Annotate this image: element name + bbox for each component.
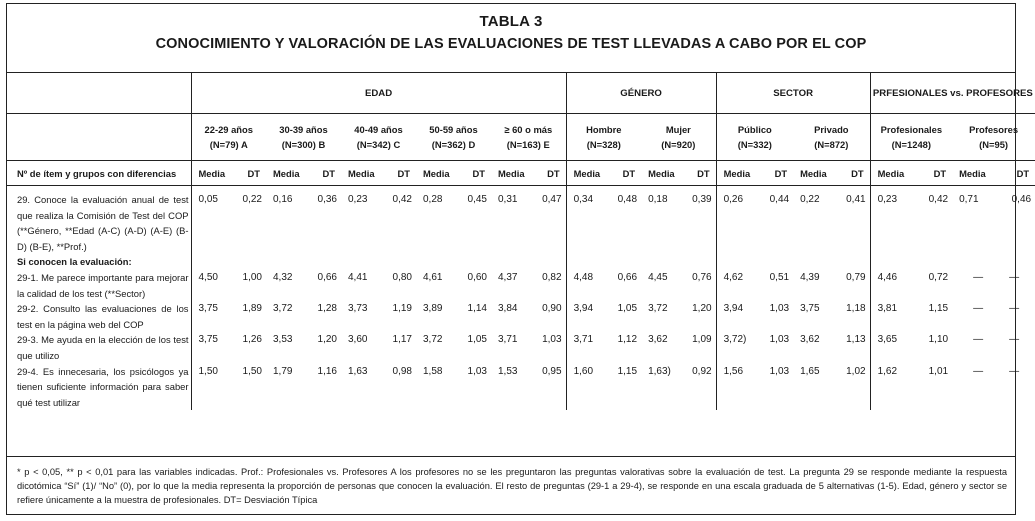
dt-value: 0,79 bbox=[846, 271, 866, 283]
column-header-row bbox=[7, 161, 1035, 186]
media-header: Media bbox=[793, 161, 835, 186]
dt-value: 1,00 bbox=[242, 271, 262, 283]
dt-value: 0,82 bbox=[542, 271, 562, 283]
group-profesionales-profesores: PRFESIONALES vs. PROFESORES bbox=[870, 73, 1035, 114]
media-value: 0,05 bbox=[191, 186, 231, 255]
media-value: 1,65 bbox=[800, 365, 820, 377]
media-value: 1,63 bbox=[348, 365, 368, 377]
media-value: 4,61 bbox=[423, 271, 443, 283]
media-header: Media bbox=[491, 161, 531, 186]
dt-value: 0,92 bbox=[692, 365, 712, 377]
dt-value: 0,98 bbox=[392, 365, 412, 377]
table-title: CONOCIMIENTO Y VALORACIÓN DE LAS EVALUACIONES DE TEST LLEVADAS A CABO POR EL COP bbox=[155, 36, 867, 52]
media-value: 4,62 bbox=[716, 270, 758, 301]
media-value: 3,81 bbox=[870, 301, 915, 332]
subgroup-n: (N=920) bbox=[661, 139, 696, 150]
dt-value: 1,17 bbox=[392, 334, 412, 346]
media-value: 4,50 bbox=[191, 270, 231, 301]
table-row bbox=[7, 186, 1035, 255]
group-genero: GÉNERO bbox=[566, 73, 716, 114]
media-value: 0,71 bbox=[959, 194, 979, 205]
dt-value: 1,89 bbox=[242, 303, 262, 315]
media-value: 3,94 bbox=[566, 301, 606, 332]
group-sector: SECTOR bbox=[716, 73, 870, 114]
dt-header: DT bbox=[606, 161, 641, 186]
subgroup-label: ≥ 60 o más bbox=[504, 124, 553, 135]
subgroup-n: (N=332) bbox=[737, 139, 772, 150]
subgroup-label: Profesores bbox=[969, 124, 1019, 135]
dt-value: 1,18 bbox=[846, 303, 866, 315]
subgroup-n: (N=95) bbox=[979, 139, 1009, 150]
media-value: 1,60 bbox=[566, 364, 606, 411]
dt-value: 0,60 bbox=[467, 271, 487, 283]
item-text: 29-1. Me parece importante para mejorar la calidad de los test (**Sector) bbox=[17, 271, 189, 299]
dt-value: 0,39 bbox=[692, 194, 712, 205]
media-value: 3,65 bbox=[870, 332, 915, 363]
media-value: 0,23 bbox=[348, 194, 368, 205]
item-text: 29-3. Me ayuda en la elección de los test que utilizo bbox=[17, 334, 189, 361]
dt-value: 0,66 bbox=[317, 271, 337, 283]
media-header: Media bbox=[266, 161, 306, 186]
media-value: 3,72 bbox=[648, 303, 668, 315]
dt-value: 0,44 bbox=[769, 194, 790, 205]
subgroup-header bbox=[716, 114, 793, 161]
media-value: 1,63) bbox=[648, 365, 671, 377]
dt-value: 0,41 bbox=[846, 194, 866, 205]
group-header-row bbox=[7, 73, 1035, 114]
dt-value: 0,36 bbox=[317, 194, 337, 205]
table-body bbox=[7, 186, 1035, 411]
subgroup-label: Público bbox=[737, 124, 772, 135]
media-value: 0,28 bbox=[423, 194, 443, 205]
subgroup-n: (N=328) bbox=[586, 139, 621, 150]
dt-header: DT bbox=[997, 161, 1035, 186]
media-value: — bbox=[973, 365, 984, 377]
media-value: 3,62 bbox=[648, 334, 668, 346]
dt-value: 0,80 bbox=[392, 271, 412, 283]
dt-value: 1,28 bbox=[317, 303, 337, 315]
media-value: 0,22 bbox=[800, 194, 820, 205]
media-value: 4,37 bbox=[498, 271, 518, 283]
dt-value: 1,14 bbox=[467, 303, 487, 315]
media-value: 3,89 bbox=[423, 303, 443, 315]
media-value: 1,50 bbox=[191, 364, 231, 411]
media-value: 3,94 bbox=[716, 301, 758, 332]
subgroup-header bbox=[341, 114, 416, 161]
dt-value: 1,03 bbox=[769, 334, 790, 346]
dt-value: 1,12 bbox=[617, 334, 638, 346]
media-value: 0,34 bbox=[566, 186, 606, 255]
dt-value: 1,02 bbox=[846, 365, 866, 377]
dt-value: 0,90 bbox=[542, 303, 562, 315]
dt-value: — bbox=[1009, 334, 1020, 346]
media-value: 0,31 bbox=[498, 194, 518, 205]
dt-value: 1,03 bbox=[769, 365, 790, 377]
table-number: TABLA 3 bbox=[479, 13, 543, 30]
media-value: 0,23 bbox=[870, 186, 915, 255]
media-value: 3,72) bbox=[716, 332, 758, 363]
media-value: 0,16 bbox=[273, 194, 293, 205]
subgroup-n: (N=362) D bbox=[431, 139, 476, 150]
media-value: 4,41 bbox=[348, 271, 368, 283]
subgroup-header bbox=[952, 114, 1035, 161]
media-value: 3,53 bbox=[273, 334, 293, 346]
dt-value: 1,20 bbox=[317, 334, 337, 346]
dt-value: 1,50 bbox=[242, 365, 262, 377]
section-label: Si conocen la evaluación: bbox=[17, 256, 132, 268]
dt-value: 1,03 bbox=[542, 334, 562, 346]
subgroup-header bbox=[491, 114, 566, 161]
subgroup-header-row bbox=[7, 114, 1035, 161]
media-value: 1,62 bbox=[870, 364, 915, 411]
subgroup-label: 40-49 años bbox=[354, 124, 403, 135]
data-table bbox=[7, 73, 1035, 410]
subgroup-header bbox=[191, 114, 266, 161]
subgroup-label: 22-29 años bbox=[204, 124, 253, 135]
subgroup-n: (N=1248) bbox=[891, 139, 932, 150]
media-value: 3,62 bbox=[800, 334, 820, 346]
dt-header: DT bbox=[681, 161, 716, 186]
subgroup-header bbox=[641, 114, 716, 161]
dt-value: 0,51 bbox=[769, 271, 790, 283]
dt-value: 1,15 bbox=[928, 303, 949, 315]
title-block bbox=[7, 4, 1015, 73]
media-header: Media bbox=[416, 161, 456, 186]
dt-value: 1,05 bbox=[467, 334, 487, 346]
dt-header: DT bbox=[456, 161, 491, 186]
dt-header: DT bbox=[381, 161, 416, 186]
subgroup-header bbox=[266, 114, 341, 161]
media-value: — bbox=[973, 334, 984, 346]
media-value: 3,72 bbox=[423, 334, 443, 346]
item-text: 29-4. Es innecesaria, los psicólogos ya tienen suficiente información para saber qué test utilizar bbox=[17, 365, 189, 408]
dt-value: 0,66 bbox=[617, 271, 638, 283]
media-value: 1,53 bbox=[498, 365, 518, 377]
media-value: 3,75 bbox=[800, 303, 820, 315]
dt-header: DT bbox=[915, 161, 952, 186]
media-value: 3,71 bbox=[498, 334, 518, 346]
media-value: 3,60 bbox=[348, 334, 368, 346]
media-value: 3,84 bbox=[498, 303, 518, 315]
dt-value: 1,09 bbox=[692, 334, 712, 346]
media-value: 4,46 bbox=[870, 270, 915, 301]
dt-header: DT bbox=[835, 161, 870, 186]
media-header: Media bbox=[566, 161, 606, 186]
item-text: 29-2. Consulto las evaluaciones de los test en la página web del COP bbox=[17, 303, 189, 330]
dt-header: DT bbox=[758, 161, 793, 186]
table-row bbox=[7, 301, 1035, 332]
dt-value: 0,45 bbox=[467, 194, 487, 205]
dt-value: — bbox=[1009, 365, 1020, 377]
dt-header: DT bbox=[531, 161, 566, 186]
media-value: 3,72 bbox=[273, 303, 293, 315]
media-value: 3,73 bbox=[348, 303, 368, 315]
media-value: 1,58 bbox=[423, 365, 443, 377]
media-value: 4,45 bbox=[648, 271, 668, 283]
dt-value: 1,19 bbox=[392, 303, 412, 315]
dt-value: 0,42 bbox=[392, 194, 412, 205]
media-value: 1,79 bbox=[273, 365, 293, 377]
subgroup-n: (N=163) E bbox=[506, 139, 550, 150]
dt-value: 0,22 bbox=[242, 194, 262, 205]
table-row bbox=[7, 270, 1035, 301]
subgroup-header bbox=[566, 114, 641, 161]
dt-value: 0,95 bbox=[542, 365, 562, 377]
subgroup-header bbox=[416, 114, 491, 161]
dt-value: 1,01 bbox=[928, 365, 949, 377]
media-value: 4,39 bbox=[800, 271, 820, 283]
media-header: Media bbox=[341, 161, 381, 186]
dt-value: 1,16 bbox=[317, 365, 337, 377]
dt-header: DT bbox=[231, 161, 266, 186]
subgroup-label: Privado bbox=[814, 124, 849, 135]
dt-value: 1,10 bbox=[928, 334, 949, 346]
dt-value: 1,20 bbox=[692, 303, 712, 315]
media-value: 3,71 bbox=[566, 332, 606, 363]
section-row bbox=[7, 254, 1035, 270]
dt-value: 1,26 bbox=[242, 334, 262, 346]
subgroup-header bbox=[793, 114, 870, 161]
dt-header: DT bbox=[306, 161, 341, 186]
media-value: 3,75 bbox=[191, 301, 231, 332]
dt-value: 0,48 bbox=[617, 194, 638, 205]
media-value: — bbox=[973, 271, 984, 283]
dt-value: 1,03 bbox=[467, 365, 487, 377]
subgroup-label: Mujer bbox=[665, 124, 691, 135]
subgroup-label: 30-39 años bbox=[279, 124, 328, 135]
dt-value: 0,47 bbox=[542, 194, 562, 205]
group-edad: EDAD bbox=[191, 73, 566, 114]
subgroup-n: (N=872) bbox=[814, 139, 849, 150]
subgroup-label: Hombre bbox=[586, 124, 622, 135]
media-header: Media bbox=[870, 161, 915, 186]
media-value: 4,48 bbox=[566, 270, 606, 301]
media-value: — bbox=[973, 303, 984, 315]
subgroup-n: (N=300) B bbox=[281, 139, 326, 150]
media-value: 3,75 bbox=[191, 332, 231, 363]
dt-value: 0,42 bbox=[928, 194, 949, 205]
media-header: Media bbox=[952, 161, 997, 186]
subgroup-label: 50-59 años bbox=[429, 124, 478, 135]
media-header: Media bbox=[641, 161, 681, 186]
media-value: 0,26 bbox=[716, 186, 758, 255]
table-frame bbox=[6, 3, 1033, 515]
dt-value: — bbox=[1009, 303, 1020, 315]
dt-value: 1,13 bbox=[846, 334, 866, 346]
media-value: 0,18 bbox=[648, 194, 668, 205]
media-header: Media bbox=[716, 161, 758, 186]
dt-value: 0,72 bbox=[928, 271, 949, 283]
subgroup-n: (N=342) C bbox=[356, 139, 401, 150]
dt-value: 0,46 bbox=[1011, 194, 1032, 205]
dt-value: 1,05 bbox=[617, 303, 638, 315]
media-value: 1,56 bbox=[716, 364, 758, 411]
dt-value: 1,03 bbox=[769, 303, 790, 315]
subgroup-n: (N=79) A bbox=[209, 139, 248, 150]
dt-value: 0,76 bbox=[692, 271, 712, 283]
footnote: * p < 0,05, ** p < 0,01 para las variables indicadas. Prof.: Profesionales vs. Profesores A los profesores no se les preguntaron las preguntas valorativas sobre la evaluación de test. La pregunta 29 se responde mediante la respuesta dicotómica “Sí” (1)/ “No” (0), por lo que la media representa la proporción de personas que conocen la evaluación. El resto de preguntas (29-1 a 29-4), se responde en una escala graduada de 5 alternativas (1-5). Edad, género y sector se refiere únicamente a la muestra de profesionales. DT= Desviación Típica bbox=[7, 456, 1015, 507]
subgroup-label: Profesionales bbox=[880, 124, 943, 135]
media-header: Media bbox=[191, 161, 231, 186]
item-header: Nº de ítem y grupos con diferencias bbox=[7, 161, 191, 186]
item-text: 29. Conoce la evaluación anual de test que realiza la Comisión de Test del COP (**Género, **Edad (A-C) (A-D) (A-E) (B-D) (B-E), **Prof.) bbox=[17, 194, 189, 252]
dt-value: 1,15 bbox=[617, 365, 638, 377]
table-row bbox=[7, 332, 1035, 363]
subgroup-header bbox=[870, 114, 952, 161]
table-row bbox=[7, 364, 1035, 411]
dt-value: — bbox=[1009, 271, 1020, 283]
media-value: 4,32 bbox=[273, 271, 293, 283]
